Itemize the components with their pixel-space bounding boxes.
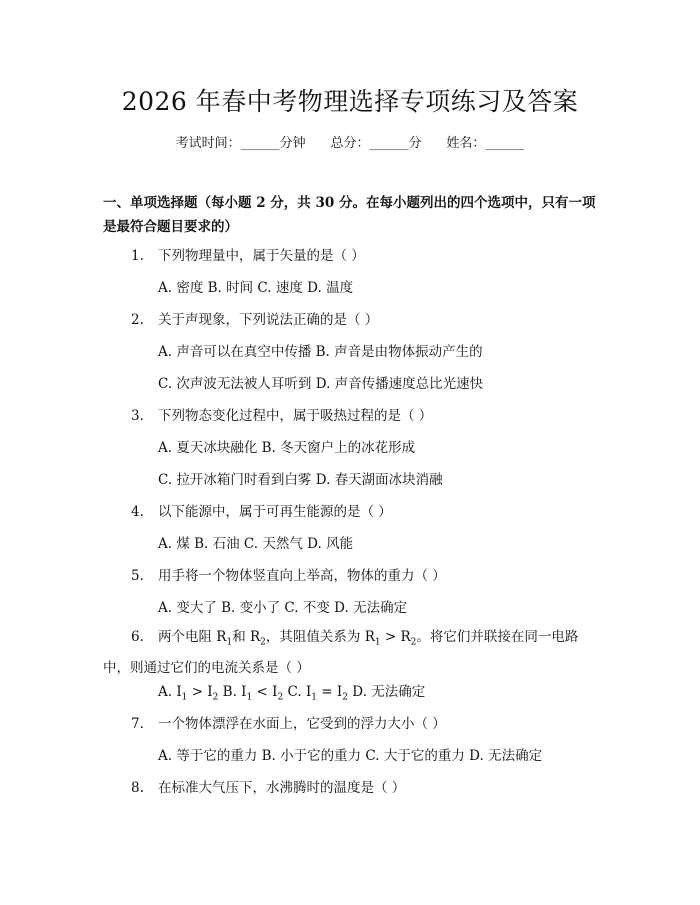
option-part: B. I xyxy=(218,684,247,700)
subscript: 2 xyxy=(410,637,417,648)
score-unit: 分 xyxy=(408,136,422,151)
question-1 xyxy=(131,244,365,264)
option-part: A. I xyxy=(158,684,182,700)
subscript: 1 xyxy=(311,692,318,703)
question-5 xyxy=(131,564,446,584)
subscript: 1 xyxy=(246,692,253,703)
question-text-part: 。将它们并联接在同一电路中，则通过它们的电流关系是（ ） xyxy=(103,629,579,676)
question-text: 关于声现象，下列说法正确的是（ ） xyxy=(158,312,379,328)
time-unit: 分钟 xyxy=(279,136,306,151)
option-part: D. 无法确定 xyxy=(347,684,426,700)
question-number: 4. xyxy=(131,504,144,520)
name-blank: ______ xyxy=(485,136,525,151)
question-3-options-row-1: A. 夏天冰块融化 B. 冬天窗户上的冰花形成 xyxy=(158,440,416,456)
question-text-part: 和 R xyxy=(232,629,261,645)
subscript: 2 xyxy=(212,692,219,703)
time-blank: ______ xyxy=(240,136,280,151)
question-text-part: ，其阻值关系为 R xyxy=(265,629,375,645)
page-title: 2026 年春中考物理选择专项练习及答案 xyxy=(121,87,579,116)
exam-meta xyxy=(0,132,700,151)
question-2-options-row-1: A. 声音可以在真空中传播 B. 声音是由物体振动产生的 xyxy=(158,344,483,360)
question-number: 1. xyxy=(131,248,144,264)
question-text: 一个物体漂浮在水面上，它受到的浮力大小（ ） xyxy=(158,716,446,732)
question-text: 下列物理量中，属于矢量的是（ ） xyxy=(158,248,365,264)
question-3-options-row-2: C. 拉开冰箱门时看到白雾 D. 春天湖面冰块消融 xyxy=(158,472,443,488)
question-2 xyxy=(131,308,378,328)
option-part: > I xyxy=(187,684,213,700)
section-heading: 一、单项选择题（每小题 2 分，共 30 分。在每小题列出的四个选项中，只有一项是最符合题目要求的） xyxy=(103,195,596,235)
question-1-options: A. 密度 B. 时间 C. 速度 D. 温度 xyxy=(158,280,354,296)
question-number: 8. xyxy=(131,780,144,796)
subscript: 2 xyxy=(277,692,284,703)
question-text-part: > R xyxy=(380,629,411,645)
option-part: < I xyxy=(252,684,278,700)
option-part: C. I xyxy=(283,684,312,700)
subscript: 2 xyxy=(260,637,266,648)
name-label: 姓名： xyxy=(446,136,486,151)
question-5-options: A. 变大了 B. 变小了 C. 不变 D. 无法确定 xyxy=(158,600,408,616)
question-number: 6. xyxy=(131,629,144,645)
question-4 xyxy=(131,500,392,520)
option-part: = I xyxy=(317,684,343,700)
time-label: 考试时间： xyxy=(175,136,241,151)
subscript: 1 xyxy=(181,692,188,703)
question-4-options: A. 煤 B. 石油 C. 天然气 D. 风能 xyxy=(158,536,354,552)
score-blank: ______ xyxy=(369,136,409,151)
question-7-options: A. 等于它的重力 B. 小于它的重力 C. 大于它的重力 D. 无法确定 xyxy=(158,748,543,764)
question-6 xyxy=(103,625,603,681)
subscript: 1 xyxy=(374,637,381,648)
question-number: 3. xyxy=(131,408,144,424)
score-label: 总分： xyxy=(330,136,370,151)
question-number: 7. xyxy=(131,716,144,732)
question-text: 下列物态变化过程中，属于吸热过程的是（ ） xyxy=(158,408,433,424)
question-text-part: 两个电阻 R xyxy=(158,629,227,645)
subscript: 2 xyxy=(342,692,348,703)
question-number: 5. xyxy=(131,568,144,584)
question-2-options-row-2: C. 次声波无法被人耳听到 D. 声音传播速度总比光速快 xyxy=(158,376,484,392)
question-text: 在标准大气压下，水沸腾时的温度是（ ） xyxy=(158,780,406,796)
question-6-options xyxy=(158,680,425,703)
question-3 xyxy=(131,404,432,424)
subscript: 1 xyxy=(226,637,233,648)
question-8 xyxy=(131,776,405,796)
question-text: 用手将一个物体竖直向上举高，物体的重力（ ） xyxy=(158,568,446,584)
question-text: 以下能源中，属于可再生能源的是（ ） xyxy=(158,504,392,520)
question-number: 2. xyxy=(131,312,144,328)
question-7 xyxy=(131,712,446,732)
